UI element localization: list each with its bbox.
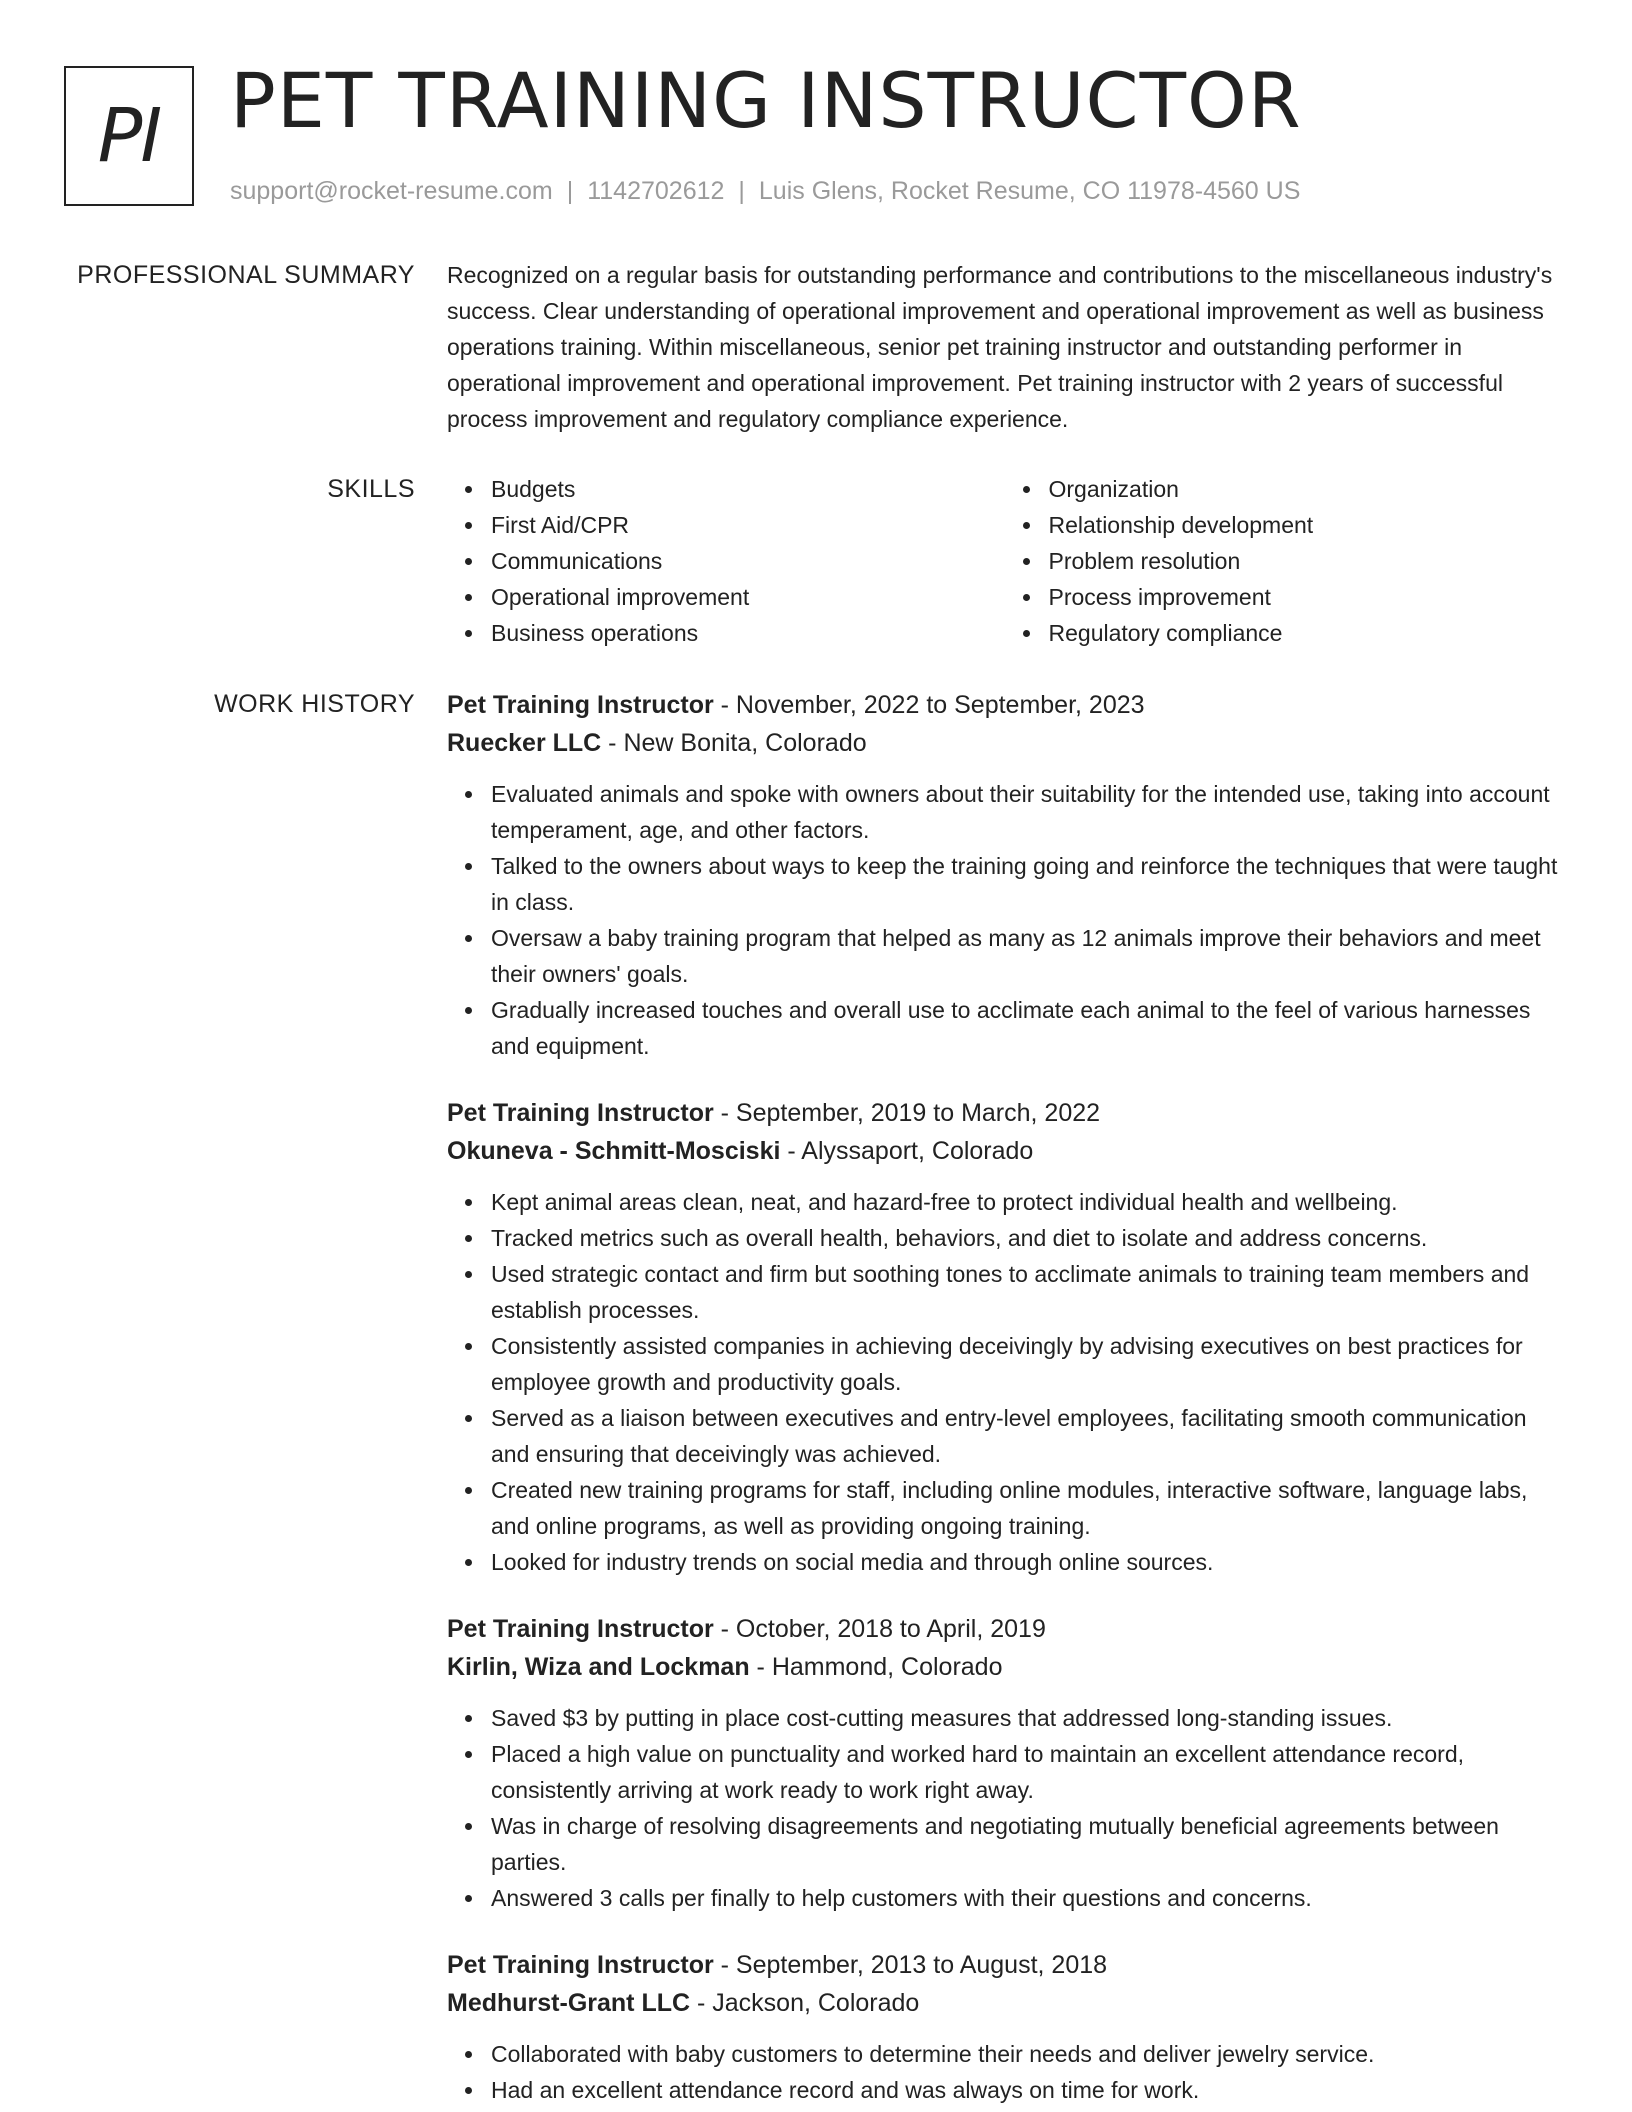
job-bullet: Talked to the owners about ways to keep the training going and reinforce the techniques that were taught in class. (491, 848, 1562, 920)
monogram-badge: PI (64, 66, 194, 206)
job-location: Hammond, Colorado (771, 1653, 1003, 1681)
job-bullet: Kept animal areas clean, neat, and hazard-free to protect individual health and wellbeing. (491, 1184, 1562, 1220)
job-dash: - (713, 1615, 736, 1643)
section-title-work-history: WORK HISTORY (214, 690, 415, 718)
job-entry (447, 1946, 1562, 2108)
section-title-skills: SKILLS (327, 475, 415, 503)
job-bullets (447, 1184, 1562, 1580)
skill-item: Budgets (491, 471, 1005, 507)
skill-item: Relationship development (1049, 507, 1563, 543)
job-bullet: Created new training programs for staff, including online modules, interactive software, language labs, and online programs, as well as providing ongoing training. (491, 1472, 1562, 1544)
candidate-title: PET TRAINING INSTRUCTOR (230, 56, 1302, 145)
contact-separator: | (566, 177, 574, 205)
skills-column-right (1005, 471, 1563, 651)
job-entry (447, 1094, 1562, 1580)
job-title-line (447, 1094, 1562, 1132)
skills-body (447, 471, 1562, 651)
skill-item: Problem resolution (1049, 543, 1563, 579)
contact-separator: | (738, 177, 745, 205)
job-dash: - (713, 1099, 736, 1127)
job-company: Ruecker LLC (447, 729, 602, 757)
contact-email[interactable]: support@rocket-resume.com (230, 177, 553, 205)
job-location: Alyssaport, Colorado (801, 1137, 1034, 1165)
job-bullet: Gradually increased touches and overall use to acclimate each animal to the feel of various harnesses and equipment. (491, 992, 1562, 1064)
job-role: Pet Training Instructor (447, 1615, 714, 1643)
job-company-line (447, 1648, 1562, 1686)
job-company-line (447, 1984, 1562, 2022)
job-dash: - (713, 691, 736, 719)
job-company: Kirlin, Wiza and Lockman (447, 1653, 750, 1681)
job-entry (447, 686, 1562, 1064)
job-bullet: Evaluated animals and spoke with owners about their suitability for the intended use, taking into account temperament, age, and other factors. (491, 776, 1562, 848)
summary-body (447, 257, 1562, 437)
job-entry (447, 1610, 1562, 1916)
job-company-line (447, 1132, 1562, 1170)
job-dash: - (713, 1951, 736, 1979)
job-bullet: Served as a liaison between executives and entry-level employees, facilitating smooth communication and ensuring that deceivingly was achieved. (491, 1400, 1562, 1472)
job-dates: October, 2018 to April, 2019 (735, 1615, 1046, 1643)
skill-item: First Aid/CPR (491, 507, 1005, 543)
contact-line (230, 174, 1300, 208)
job-dash: - (690, 1989, 713, 2017)
skill-item: Process improvement (1049, 579, 1563, 615)
skills-column-left (447, 471, 1005, 651)
skill-item: Communications (491, 543, 1005, 579)
contact-address: Luis Glens, Rocket Resume, CO 11978-4560 US (758, 177, 1301, 205)
job-bullet: Oversaw a baby training program that helped as many as 12 animals improve their behaviors and meet their owners' goals. (491, 920, 1562, 992)
skill-item: Business operations (491, 615, 1005, 651)
job-title-line (447, 1946, 1562, 1984)
job-location: Jackson, Colorado (712, 1989, 920, 2017)
job-title-line (447, 1610, 1562, 1648)
job-bullet: Answered 3 calls per finally to help customers with their questions and concerns. (491, 1880, 1562, 1916)
job-role: Pet Training Instructor (447, 1951, 714, 1979)
job-bullet: Looked for industry trends on social media and through online sources. (491, 1544, 1562, 1580)
job-bullet: Collaborated with baby customers to determine their needs and deliver jewelry service. (491, 2036, 1562, 2072)
job-dates: November, 2022 to September, 2023 (735, 691, 1145, 719)
job-dates: September, 2013 to August, 2018 (735, 1951, 1108, 1979)
job-bullet: Tracked metrics such as overall health, behaviors, and diet to isolate and address concerns. (491, 1220, 1562, 1256)
job-company-line (447, 724, 1562, 762)
job-bullet: Placed a high value on punctuality and worked hard to maintain an excellent attendance record, consistently arriving at work ready to work right away. (491, 1736, 1562, 1808)
job-bullets (447, 776, 1562, 1064)
job-company: Medhurst-Grant LLC (447, 1989, 691, 2017)
summary-text: Recognized on a regular basis for outstanding performance and contributions to the miscellaneous industry's success. Clear understanding of operational improvement and operational improvement as well as business operations training. Within miscellaneous, senior pet training instructor and outstanding performer in operational improvement and operational improvement. Pet training instructor with 2 years of successful process improvement and regulatory compliance experience. (447, 262, 1553, 432)
job-location: New Bonita, Colorado (623, 729, 867, 757)
job-dash: - (780, 1137, 802, 1165)
job-role: Pet Training Instructor (447, 1099, 714, 1127)
skill-item: Operational improvement (491, 579, 1005, 615)
job-bullets (447, 1700, 1562, 1916)
contact-phone[interactable]: 1142702612 (587, 177, 725, 205)
job-title-line (447, 686, 1562, 724)
job-bullet: Used strategic contact and firm but soothing tones to acclimate animals to training team members and establish processes. (491, 1256, 1562, 1328)
skill-item: Organization (1049, 471, 1563, 507)
skill-item: Regulatory compliance (1049, 615, 1563, 651)
job-bullet: Had an excellent attendance record and was always on time for work. (491, 2072, 1562, 2108)
job-role: Pet Training Instructor (447, 691, 714, 719)
job-company: Okuneva - Schmitt-Mosciski (447, 1137, 781, 1165)
job-bullet: Consistently assisted companies in achieving deceivingly by advising executives on best practices for employee growth and productivity goals. (491, 1328, 1562, 1400)
job-bullet: Saved $3 by putting in place cost-cutting measures that addressed long-standing issues. (491, 1700, 1562, 1736)
skills-grid (447, 471, 1562, 651)
job-dash: - (749, 1653, 772, 1681)
work-history-body (447, 686, 1562, 2112)
job-bullets (447, 2036, 1562, 2108)
section-title-summary: PROFESSIONAL SUMMARY (77, 261, 415, 289)
job-dash: - (601, 729, 624, 757)
job-bullet: Was in charge of resolving disagreements and negotiating mutually beneficial agreements between parties. (491, 1808, 1562, 1880)
job-dates: September, 2019 to March, 2022 (735, 1099, 1101, 1127)
